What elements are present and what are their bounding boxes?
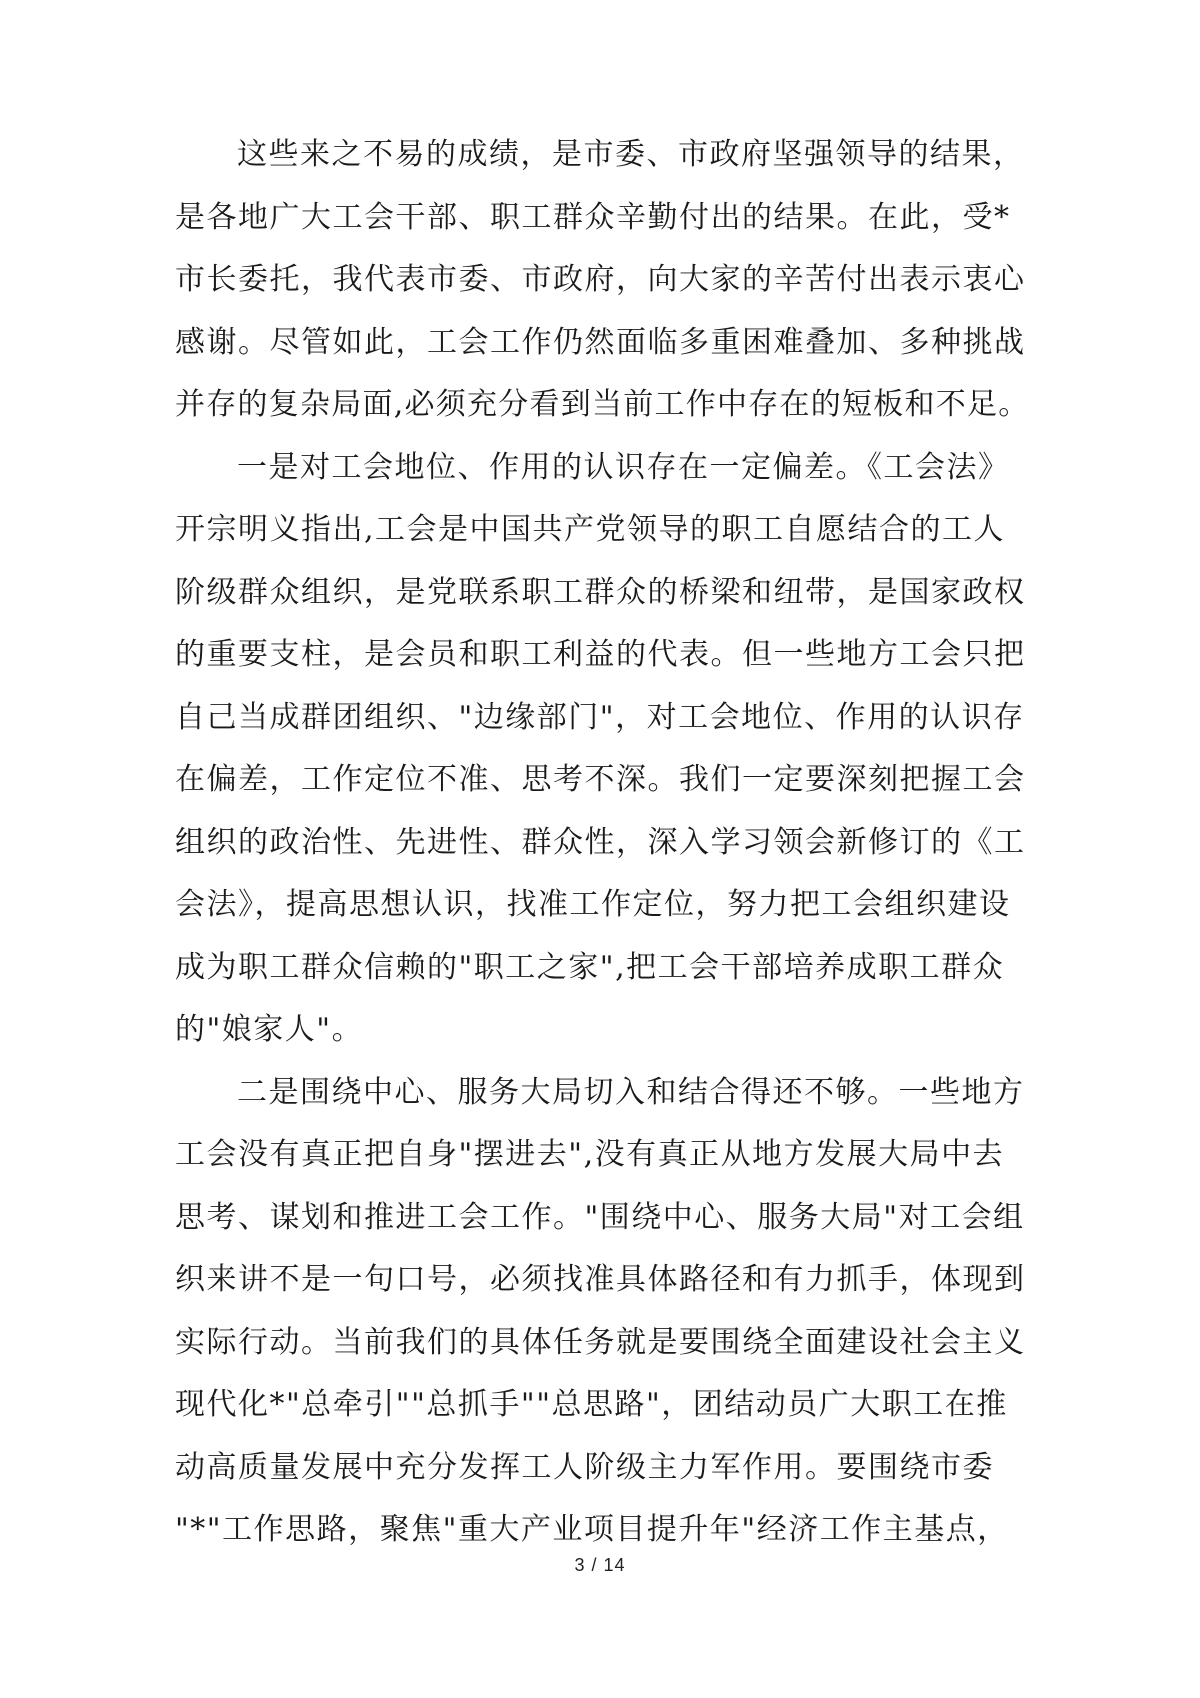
text-line: 成为职工群众信赖的"职工之家",把工会干部培养成职工群众 — [175, 949, 1005, 985]
text-line: 感谢。尽管如此，工会工作仍然面临多重困难叠加、多种挑战 — [175, 324, 1026, 360]
text-line: 组织的政治性、先进性、群众性，深入学习领会新修订的《工 — [175, 824, 1026, 860]
text-line: 一是对工会地位、作用的认识存在一定偏差。《工会法》 — [237, 449, 1010, 485]
text-line: 的"娘家人"。 — [175, 1012, 364, 1047]
page-number: 3 / 14 — [574, 1555, 626, 1575]
document-body — [175, 124, 1030, 1562]
paragraph — [175, 124, 1030, 437]
text-line: 二是围绕中心、服务大局切入和结合得还不够。一些地方 — [237, 1074, 1025, 1110]
text-line: 动高质量发展中充分发挥工人阶级主力军作用。要围绕市委 — [175, 1449, 994, 1485]
text-line: 开宗明义指出,工会是中国共产党领导的职工自愿结合的工人 — [175, 512, 1006, 547]
text-line: 工会没有真正把自身"摆进去",没有真正从地方发展大局中去 — [175, 1137, 1005, 1172]
text-line: 市长委托，我代表市委、市政府，向大家的辛苦付出表示衷心 — [175, 262, 1026, 297]
paragraph — [175, 1062, 1030, 1562]
paragraph — [175, 437, 1030, 1062]
text-line: 在偏差，工作定位不准、思考不深。我们一定要深刻把握工会 — [175, 762, 1026, 797]
text-line: 思考、谋划和推进工会工作。"围绕中心、服务大局"对工会组 — [175, 1199, 1025, 1235]
text-line: "*"工作思路，聚焦"重大产业项目提升年"经济工作主基点， — [175, 1512, 1009, 1547]
text-line: 阶级群众组织，是党联系职工群众的桥梁和纽带，是国家政权 — [175, 574, 1026, 610]
text-line: 自己当成群团组织、"边缘部门"，对工会地位、作用的认识存 — [175, 699, 1025, 735]
text-line: 是各地广大工会干部、职工群众辛勤付出的结果。在此，受* — [175, 199, 1011, 235]
text-line: 的重要支柱，是会员和职工利益的代表。但一些地方工会只把 — [175, 637, 1026, 672]
text-line: 织来讲不是一句口号，必须找准具体路径和有力抓手，体现到 — [175, 1262, 1026, 1297]
text-line: 会法》，提高思想认识，找准工作定位，努力把工会组织建设 — [175, 887, 1011, 922]
text-line: 实际行动。当前我们的具体任务就是要围绕全面建设社会主义 — [175, 1324, 1026, 1360]
text-line: 并存的复杂局面,必须充分看到当前工作中存在的短板和不足。 — [175, 387, 1030, 422]
text-line: 现代化*"总牵引""总抓手""总思路"，团结动员广大职工在推 — [175, 1387, 1008, 1422]
text-line: 这些来之不易的成绩，是市委、市政府坚强领导的结果， — [237, 137, 1025, 172]
